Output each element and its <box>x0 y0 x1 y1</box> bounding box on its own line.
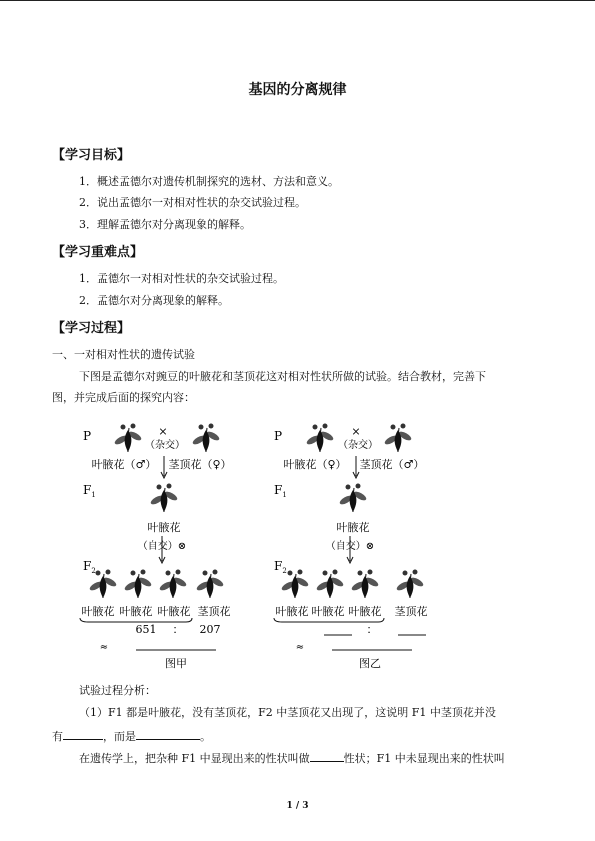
generation-label-f2: $F_2$ <box>83 559 96 575</box>
key-point-item: 1．孟德尔一对相对性状的杂交试验过程。 <box>79 272 284 285</box>
generation-label-f2: $F_2$ <box>274 559 287 575</box>
approx-symbol: ≈ <box>295 642 305 653</box>
plant-icon <box>158 570 187 599</box>
f1-phenotype: 叶腋花 <box>147 521 181 534</box>
plant-icon <box>195 570 224 599</box>
intro-line: 下图是孟德尔对豌豆的叶腋花和茎顶花这对相对性状所做的试验。结合教材，完善下 <box>79 370 486 383</box>
figure-left <box>78 418 248 674</box>
plant-icon <box>383 424 412 453</box>
plant-icon <box>338 484 367 513</box>
generation-label-f1: $F_1$ <box>83 483 96 499</box>
f2-phenotype: 叶腋花 <box>348 605 382 618</box>
blank-field[interactable] <box>63 728 103 740</box>
figure-right <box>270 418 440 674</box>
section-heading-process: 【学习过程】 <box>52 321 131 336</box>
f1-phenotype: 叶腋花 <box>336 521 370 534</box>
plant-icon <box>123 570 152 599</box>
f2-phenotype: 叶腋花 <box>157 605 191 618</box>
figure-caption: 图乙 <box>359 657 381 670</box>
generation-label-f1: $F_1$ <box>274 483 287 499</box>
parent2-label: 茎顶花（♂） <box>359 458 425 471</box>
generation-label-p: P <box>274 429 283 443</box>
ratio-colon: ： <box>172 623 184 636</box>
sub-heading: 一、一对相对性状的遗传试验 <box>52 348 195 361</box>
analysis-heading: 试验过程分析： <box>79 684 156 697</box>
figure-caption: 图甲 <box>165 657 187 670</box>
blank-field[interactable] <box>136 728 200 740</box>
cross-symbol: × <box>158 425 168 438</box>
section-heading-key-points: 【学习重难点】 <box>52 245 144 260</box>
parent1-label: 叶腋花（♀） <box>283 458 347 471</box>
question-2-line: 在遗传学上，把杂种 F1 中显现出来的性状叫做 性状；F1 中未显现出来的性状叫 <box>79 752 505 765</box>
question-1-line-2: 有 ，而是 。 <box>52 730 211 743</box>
f2-phenotype: 叶腋花 <box>275 605 309 618</box>
generation-label-p: P <box>83 429 92 443</box>
approx-symbol: ≈ <box>99 642 109 653</box>
plant-icon <box>305 424 334 453</box>
goal-item: 2．说出孟德尔一对相对性状的杂交试验过程。 <box>79 196 306 209</box>
section-heading-goals: 【学习目标】 <box>52 148 131 163</box>
plant-icon <box>315 570 344 599</box>
goal-item: 1．概述孟德尔对遗传机制探究的选材、方法和意义。 <box>79 175 339 188</box>
cross-note: （杂交） <box>145 440 185 451</box>
key-point-item: 2．孟德尔对分离现象的解释。 <box>79 294 229 307</box>
question-1-line-1: （1）F1 都是叶腋花，没有茎顶花，F2 中茎顶花又出现了，这说明 F1 中茎顶花并没 <box>79 706 496 719</box>
f2-phenotype: 茎顶花 <box>197 605 231 618</box>
plant-icon <box>149 484 178 513</box>
plant-icon <box>191 424 220 453</box>
plant-icon <box>350 570 379 599</box>
parent2-label: 茎顶花（♀） <box>168 458 232 471</box>
self-cross-note: （自交）⊗ <box>325 541 375 552</box>
plant-icon <box>395 570 424 599</box>
f2-phenotype: 叶腋花 <box>81 605 115 618</box>
f2-phenotype: 叶腋花 <box>311 605 345 618</box>
page-number: 1 / 3 <box>286 801 309 811</box>
count-dominant: 651 <box>135 623 157 636</box>
cross-symbol: × <box>351 425 361 438</box>
f2-phenotype: 叶腋花 <box>119 605 153 618</box>
cross-note: （杂交） <box>338 440 378 451</box>
page-title: 基因的分离规律 <box>248 82 347 98</box>
goal-item: 3．理解孟德尔对分离现象的解释。 <box>79 218 251 231</box>
intro-line: 图，并完成后面的探究内容： <box>52 391 195 404</box>
plant-icon <box>113 424 142 453</box>
blank-field[interactable] <box>310 750 344 762</box>
page-top-border <box>0 0 595 1</box>
ratio-colon: ： <box>366 623 378 636</box>
f2-phenotype: 茎顶花 <box>394 605 428 618</box>
parent1-label: 叶腋花（♂） <box>91 458 157 471</box>
count-recessive: 207 <box>199 623 221 636</box>
self-cross-note: （自交）⊗ <box>137 541 187 552</box>
